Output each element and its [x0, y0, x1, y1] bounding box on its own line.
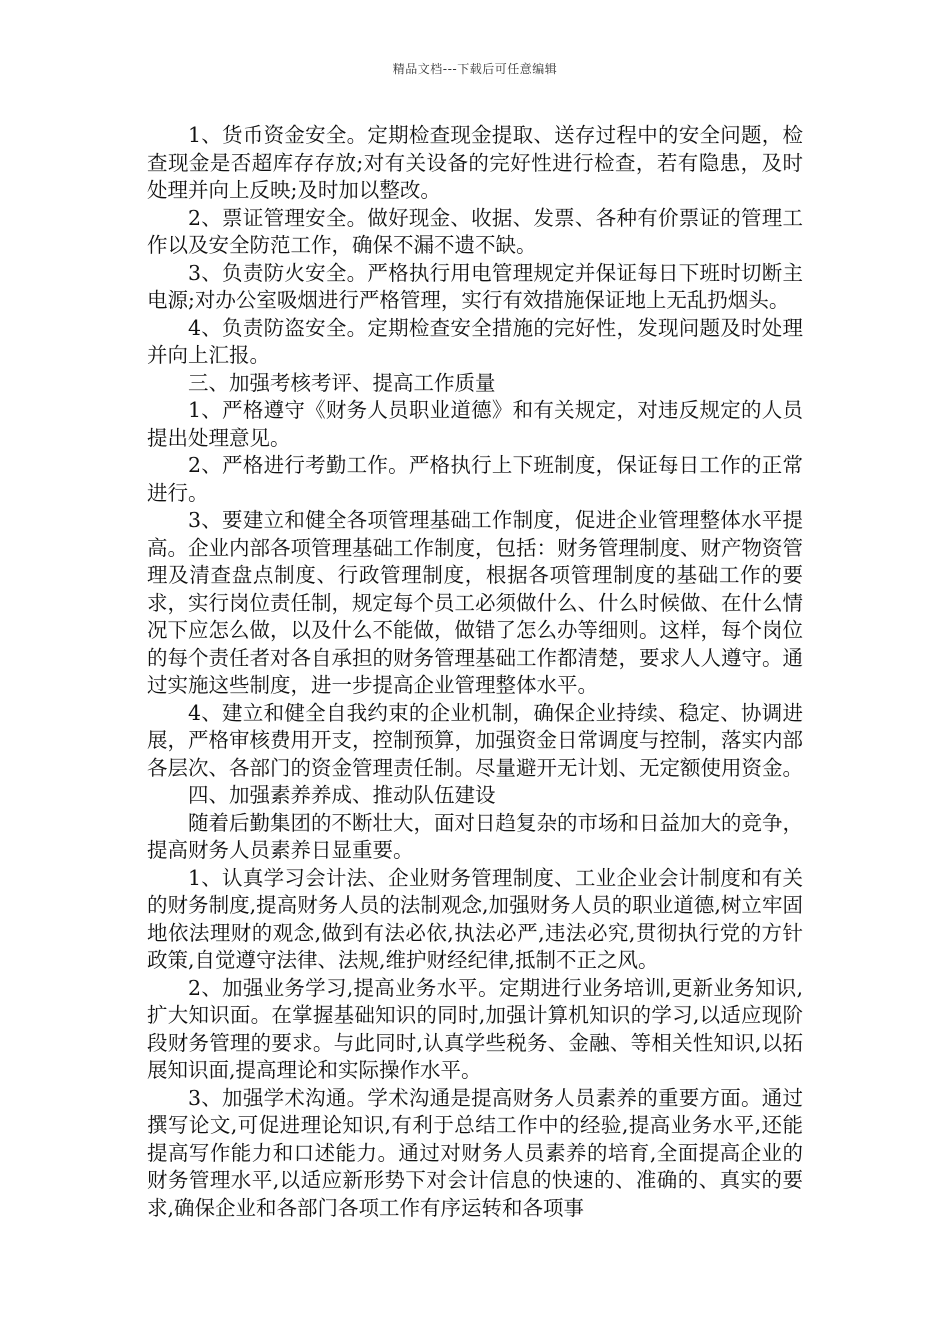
paragraph: 随着后勤集团的不断壮大，面对日趋复杂的市场和日益加大的竞争，提高财务人员素养日显重要。 [147, 810, 803, 862]
section-heading: 四、加强素养养成、推动队伍建设 [188, 783, 496, 807]
page-header: 精品文档---下载后可任意编辑 [392, 62, 558, 76]
paragraph: 1、严格遵守《财务人员职业道德》和有关规定，对违反规定的人员提出处理意见。 [147, 398, 803, 450]
paragraph: 2、严格进行考勤工作。严格执行上下班制度，保证每日工作的正常进行。 [147, 453, 803, 505]
paragraph: 2、加强业务学习,提高业务水平。定期进行业务培训,更新业务知识,扩大知识面。在掌握基础知识的同时,加强计算机知识的学习,以适应现阶段财务管理的要求。与此同时,认真学些税务、金融、等相关性知识,以拓展知识面,提高理论和实际操作水平。 [147, 975, 803, 1082]
paragraph: 3、负责防火安全。严格执行用电管理规定并保证每日下班时切断主电源;对办公室吸烟进行严格管理，实行有效措施保证地上无乱扔烟头。 [147, 260, 803, 312]
document-body [147, 122, 803, 1222]
paragraph: 3、要建立和健全各项管理基础工作制度，促进企业管理整体水平提高。企业内部各项管理基础工作制度，包括：财务管理制度、财产物资管理及清查盘点制度、行政管理制度，根据各项管理制度的基础工作的要求，实行岗位责任制，规定每个员工必须做什么、什么时候做、在什么情况下应怎么做，以及什么不能做，做错了怎么办等细则。这样，每个岗位的每个责任者对各自承担的财务管理基础工作都清楚，要求人人遵守。通过实施这些制度，进一步提高企业管理整体水平。 [147, 508, 803, 697]
paragraph: 3、加强学术沟通。学术沟通是提高财务人员素养的重要方面。通过撰写论文,可促进理论知识,有利于总结工作中的经验,提高业务水平,还能提高写作能力和口述能力。通过对财务人员素养的培育,全面提高企业的财务管理水平,以适应新形势下对会计信息的快速的、准确的、真实的要求,确保企业和各部门各项工作有序运转和各项事 [147, 1085, 803, 1220]
paragraph: 4、负责防盗安全。定期检查安全措施的完好性，发现问题及时处理并向上汇报。 [147, 315, 803, 367]
paragraph: 1、认真学习会计法、企业财务管理制度、工业企业会计制度和有关的财务制度,提高财务人员的法制观念,加强财务人员的职业道德,树立牢固地依法理财的观念,做到有法必依,执法必严,违法必究,贯彻执行党的方针政策,自觉遵守法律、法规,维护财经纪律,抵制不正之风。 [147, 865, 803, 972]
paragraph: 4、建立和健全自我约束的企业机制，确保企业持续、稳定、协调进展，严格审核费用开支，控制预算，加强资金日常调度与控制，落实内部各层次、各部门的资金管理责任制。尽量避开无计划、无定额使用资金。 [147, 700, 803, 780]
section-heading: 三、加强考核考评、提高工作质量 [188, 370, 496, 395]
paragraph: 1、货币资金安全。定期检查现金提取、送存过程中的安全问题，检查现金是否超库存存放;对有关设备的完好性进行检查，若有隐患，及时处理并向上反映;及时加以整改。 [147, 123, 803, 202]
paragraph: 2、票证管理安全。做好现金、收据、发票、各种有价票证的管理工作以及安全防范工作，确保不漏不遗不缺。 [147, 205, 803, 257]
